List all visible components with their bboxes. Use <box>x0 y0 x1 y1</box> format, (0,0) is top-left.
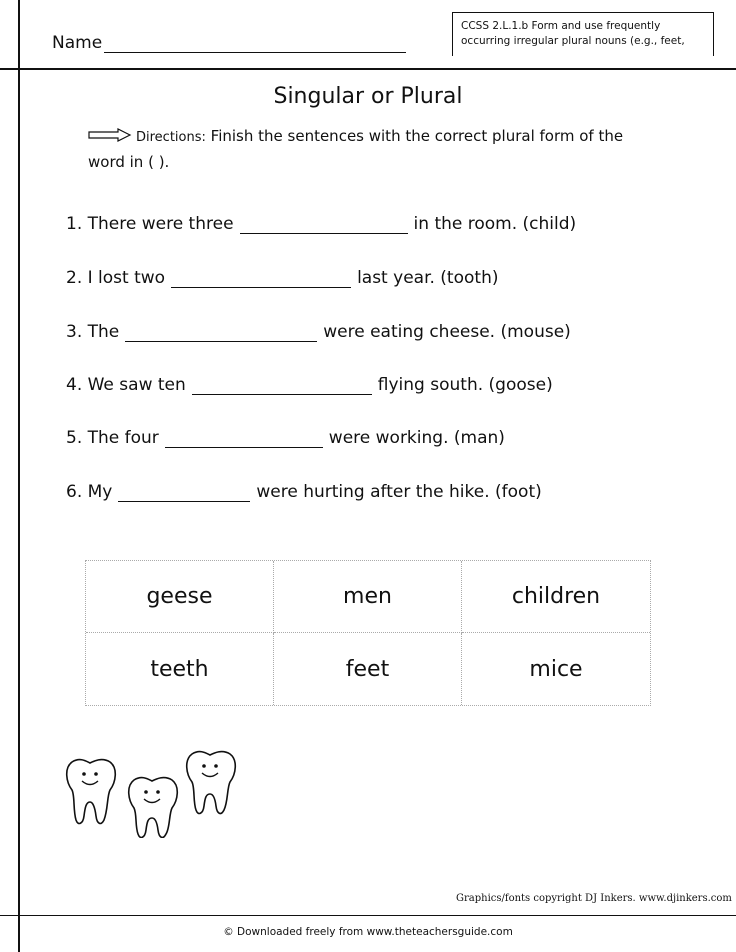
directions <box>88 124 688 174</box>
answer-blank-2[interactable] <box>171 269 351 288</box>
answer-blank-5[interactable] <box>165 429 323 448</box>
sentence-3: 3. The were eating cheese. (mouse) <box>66 322 571 342</box>
answer-blank-3[interactable] <box>125 323 317 342</box>
word-bank-item: men <box>274 561 462 633</box>
sentence-2: 2. I lost two last year. (tooth) <box>66 268 499 288</box>
directions-line-2: word in ( ). <box>88 153 170 171</box>
sentence-4: 4. We saw ten flying south. (goose) <box>66 375 553 395</box>
answer-blank-4[interactable] <box>192 376 372 395</box>
directions-label: Directions: <box>136 130 206 145</box>
download-footer: © Downloaded freely from www.theteachersguide.com <box>223 926 513 938</box>
word-bank-item: mice <box>529 656 583 682</box>
name-label: Name <box>52 33 103 53</box>
word-bank-item: teeth <box>86 633 274 705</box>
directions-line-1: Finish the sentences with the correct plural form of the <box>210 127 624 145</box>
word-bank <box>85 560 651 706</box>
teeth-illustration <box>60 748 250 838</box>
footer-divider-line <box>0 915 736 916</box>
sentence-6: 6. My were hurting after the hike. (foot) <box>66 482 542 502</box>
name-field <box>52 33 406 53</box>
word-bank-item: feet <box>274 633 462 705</box>
smiling-tooth-icon <box>187 752 236 814</box>
copyright-credit: Graphics/fonts copyright DJ Inkers. www.djinkers.com <box>456 893 732 904</box>
answer-blank-6[interactable] <box>118 483 250 502</box>
word-bank-item: geese <box>86 561 274 633</box>
name-blank-line[interactable] <box>104 34 406 53</box>
left-margin-line <box>18 0 20 952</box>
standard-box <box>452 12 714 56</box>
page-title: Singular or Plural <box>273 84 463 109</box>
sentence-5: 5. The four were working. (man) <box>66 428 505 448</box>
smiling-tooth-icon <box>129 778 178 838</box>
word-bank-item: children <box>462 561 650 633</box>
answer-blank-1[interactable] <box>240 215 408 234</box>
header-divider-line <box>0 68 736 70</box>
sentence-1: 1. There were three in the room. (child) <box>66 214 577 234</box>
standard-line-1: CCSS 2.L.1.b Form and use frequently <box>461 20 661 32</box>
right-arrow-outline-icon <box>88 125 132 149</box>
standard-line-2: occurring irregular plural nouns (e.g., feet, <box>461 35 685 47</box>
smiling-tooth-icon <box>67 760 116 824</box>
